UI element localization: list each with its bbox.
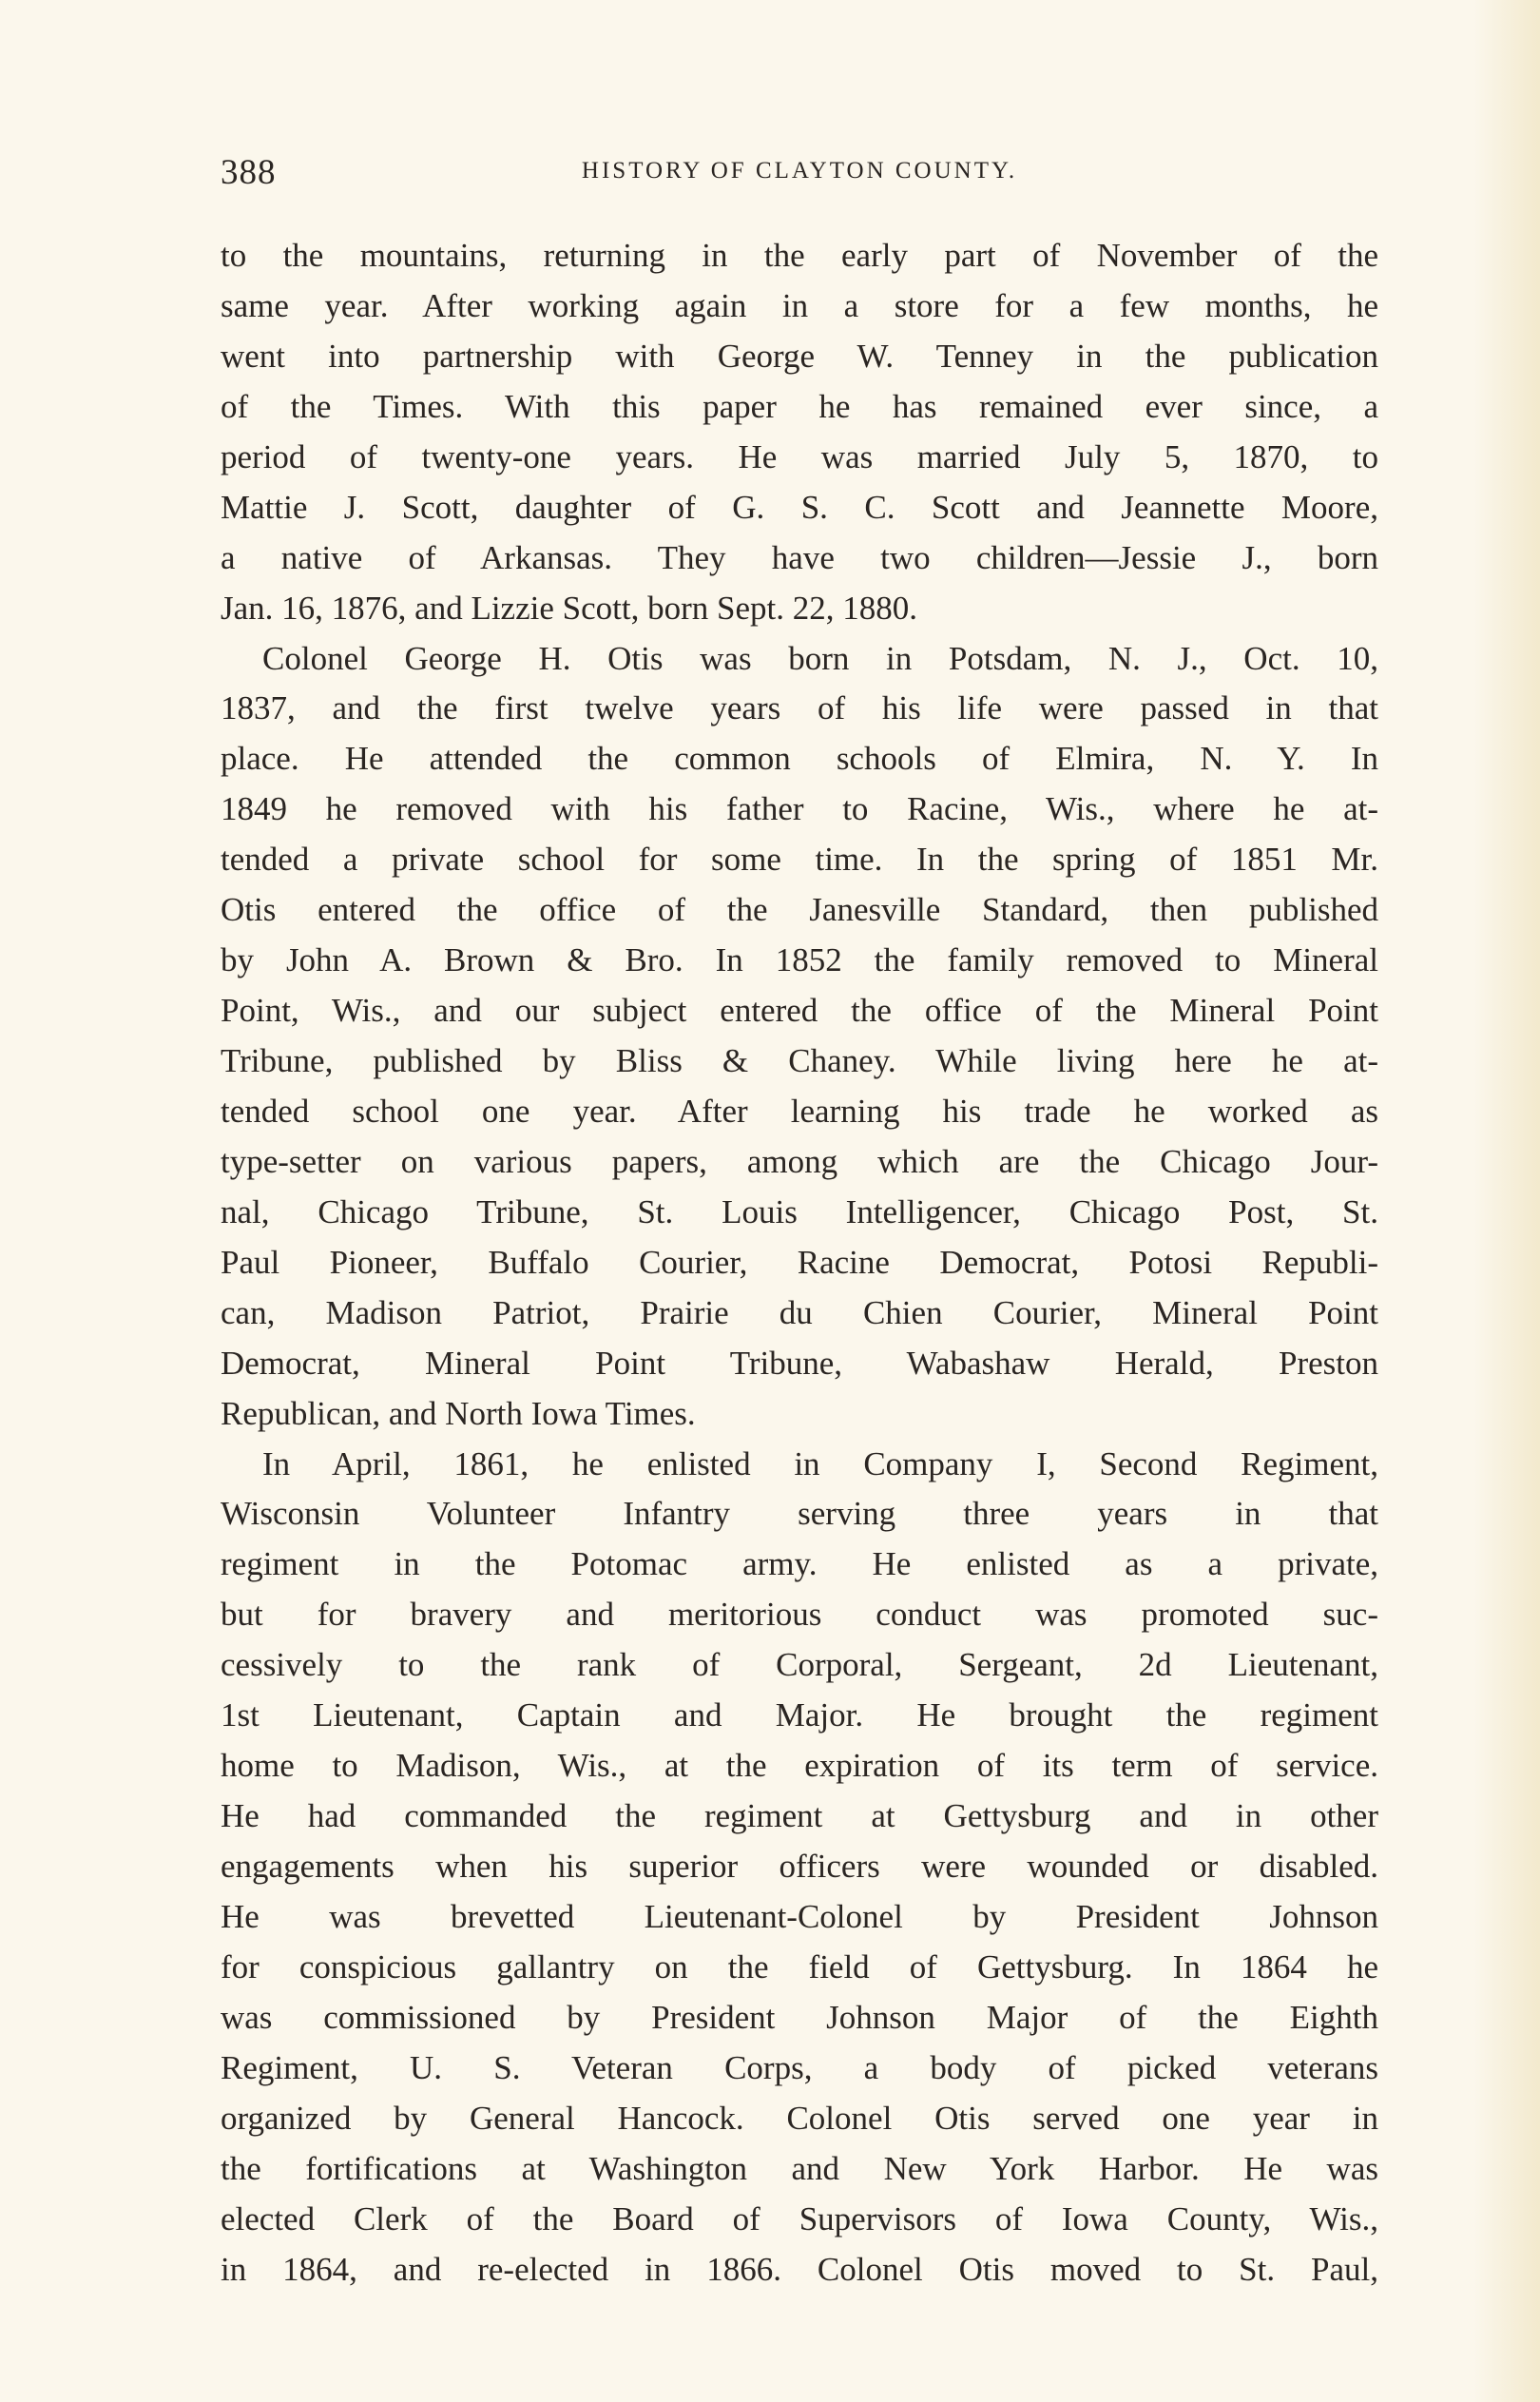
text-line: Republican, and North Iowa Times. — [221, 1394, 696, 1432]
text-line: Point, Wis., and our subject entered the office of the Mineral Point — [221, 992, 1378, 1030]
text-line: 1st Lieutenant, Captain and Major. He brought the regiment — [221, 1696, 1378, 1734]
text-line: home to Madison, Wis., at the expiration of its term of service. — [221, 1747, 1378, 1785]
text-line: in 1864, and re-elected in 1866. Colonel Otis moved to St. Paul, — [221, 2250, 1378, 2288]
text-line: cessively to the rank of Corporal, Sergeant, 2d Lieutenant, — [221, 1646, 1378, 1684]
text-line: Tribune, published by Bliss & Chaney. While living here he at- — [221, 1042, 1378, 1079]
text-line: but for bravery and meritorious conduct was promoted suc- — [221, 1596, 1378, 1634]
text-line: same year. After working again in a store for a few months, he — [221, 286, 1378, 324]
text-line: a native of Arkansas. They have two children—Jessie J., born — [221, 538, 1378, 576]
text-line: In April, 1861, he enlisted in Company I, Second Regiment, — [262, 1444, 1378, 1482]
text-line: went into partnership with George W. Tenney in the publication — [221, 337, 1378, 375]
text-line: the fortifications at Washington and New York Harbor. He was — [221, 2149, 1378, 2187]
text-line: Paul Pioneer, Buffalo Courier, Racine Democrat, Potosi Republi- — [221, 1243, 1378, 1281]
text-line: Otis entered the office of the Janesville Standard, then published — [221, 891, 1378, 929]
text-line: 1837, and the first twelve years of his life were passed in that — [221, 689, 1378, 727]
text-line: to the mountains, returning in the early part of November of the — [221, 237, 1378, 274]
text-line: nal, Chicago Tribune, St. Louis Intelligencer, Chicago Post, St. — [221, 1192, 1378, 1230]
page-header — [221, 152, 1378, 200]
page-edge-shading — [1473, 0, 1540, 2402]
body-text — [221, 231, 1378, 2295]
text-line: period of twenty-one years. He was married July 5, 1870, to — [221, 437, 1378, 475]
text-line: of the Times. With this paper he has remained ever since, a — [221, 387, 1378, 425]
text-line: can, Madison Patriot, Prairie du Chien Courier, Mineral Point — [221, 1293, 1378, 1331]
text-line: regiment in the Potomac army. He enlisted as a private, — [221, 1545, 1378, 1583]
text-line: engagements when his superior officers were wounded or disabled. — [221, 1848, 1378, 1885]
text-line: Mattie J. Scott, daughter of G. S. C. Scott and Jeannette Moore, — [221, 488, 1378, 526]
page-number: 388 — [221, 153, 277, 192]
text-line: tended a private school for some time. In the spring of 1851 Mr. — [221, 841, 1378, 879]
text-line: Jan. 16, 1876, and Lizzie Scott, born Sept. 22, 1880. — [221, 589, 917, 627]
text-line: place. He attended the common schools of Elmira, N. Y. In — [221, 740, 1378, 778]
text-line: organized by General Hancock. Colonel Otis served one year in — [221, 2099, 1378, 2137]
text-line: for conspicious gallantry on the field of Gettysburg. In 1864 he — [221, 1947, 1378, 1986]
text-line: type-setter on various papers, among which are the Chicago Jour- — [221, 1142, 1378, 1180]
text-line: was commissioned by President Johnson Major of the Eighth — [221, 1998, 1378, 2036]
text-line: tended school one year. After learning his trade he worked as — [221, 1092, 1378, 1130]
text-line: He had commanded the regiment at Gettysburg and in other — [221, 1797, 1378, 1835]
running-title: HISTORY OF CLAYTON COUNTY. — [581, 158, 1018, 184]
text-line: Democrat, Mineral Point Tribune, Wabashaw Herald, Preston — [221, 1344, 1378, 1382]
text-line: Wisconsin Volunteer Infantry serving three years in that — [221, 1495, 1378, 1533]
text-line: Regiment, U. S. Veteran Corps, a body of picked veterans — [221, 2048, 1378, 2086]
text-line: by John A. Brown & Bro. In 1852 the family removed to Mineral — [221, 941, 1378, 979]
text-line: He was brevetted Lieutenant-Colonel by President Johnson — [221, 1897, 1378, 1935]
text-line: Colonel George H. Otis was born in Potsdam, N. J., Oct. 10, — [262, 639, 1378, 677]
text-line: 1849 he removed with his father to Racine, Wis., where he at- — [221, 790, 1378, 828]
text-line: elected Clerk of the Board of Supervisors of Iowa County, Wis., — [221, 2199, 1378, 2237]
